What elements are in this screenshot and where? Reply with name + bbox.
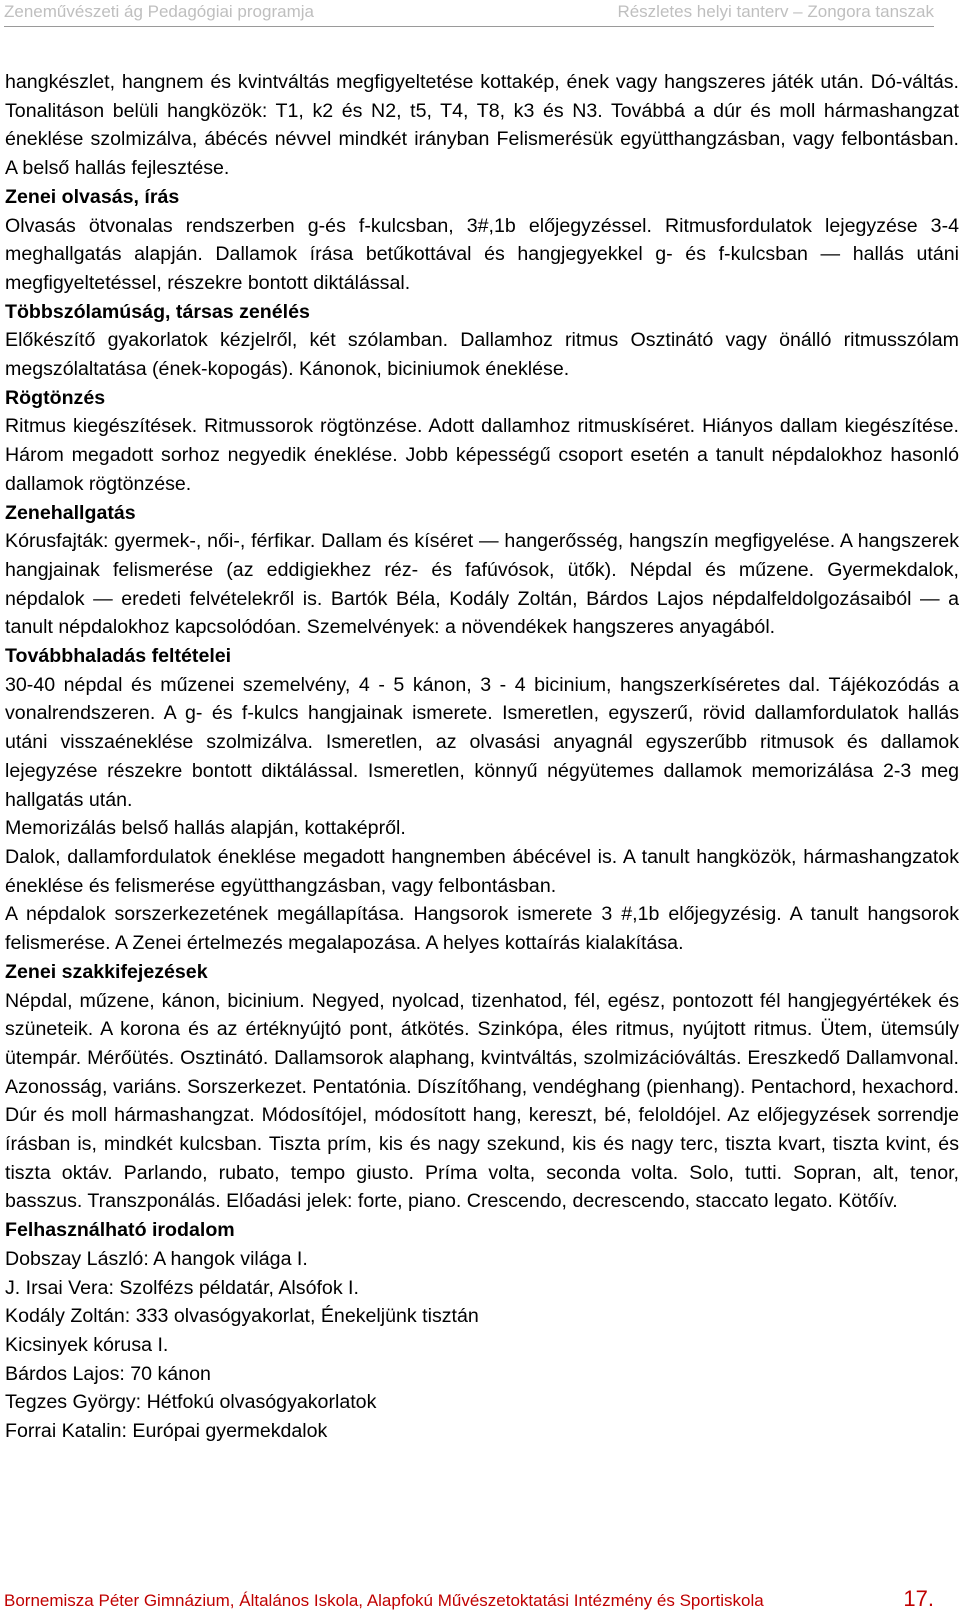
literature-item: Kodály Zoltán: 333 olvasógyakorlat, Énekeljünk tisztán [5, 1305, 479, 1328]
section-heading-terminology: Zenei szakkifejezések [5, 960, 208, 983]
section-text-polyphony: Előkészítő gyakorlatok kézjelről, két szólamban. Dallamhoz ritmus Osztinátó vagy önálló ritmusszólam megszólaltatása (ének-kopogás). Kánonok, biciniumok éneklése. [5, 329, 959, 381]
section-text-listening: Kórusfajták: gyermek-, női-, férfikar. Dallam és kíséret — hangerősség, hangszín megfigyelése. A hangszerek hangjainak felismerése (az eddigiekhez réz- és fafúvósok, ütők). Népdal és műzene. Gyermekdalok, népdalok — eredeti felvételekről is. Bartók Béla, Kodály Zoltán, Bárdos Lajos népdalfeldolgozásaiból — a tanult népdalokhoz kapcsolódóan. Szemelvények: a növendékek hangszeres anyagából. [5, 530, 959, 639]
progression-paragraph: Dalok, dallamfordulatok éneklése megadott hangnemben ábécével is. A tanult hangközök, hármashangzatok éneklése és felismerése együtthangzásban, vagy felbontásban. [5, 845, 959, 897]
progression-paragraph: 30-40 népdal és műzenei szemelvény, 4 - 5 kánon, 3 - 4 bicinium, hangszerkíséretes dal. Tájékozódás a vonalrendszeren. A g- és f-kulcs hangjainak ismerete. Ismeretlen, egyszerű, rövid dallamfordulatok hallás utáni visszaéneklése szolmizálva. Ismeretlen, az olvasási anyagnál egyszerűbb ritmusok és dallamok lejegyzése részekre bontott diktálással. Ismeretlen, könnyű négyütemes dallamok memorizálása 2-3 meg hallgatás után. [5, 673, 959, 811]
intro-paragraph: hangkészlet, hangnem és kvintváltás megfigyeltetése kottakép, ének vagy hangszeres játék után. Dó-váltás. Tonalitáson belüli hangközök: T1, k2 és N2, t5, T4, T8, k3 és N3. Továbbá a dúr és moll hármashangzat éneklése szolmizálva, ábécés névvel mindkét irányban Felismerésük együtthangzásban, vagy felbontásban. A belső hallás fejlesztése. [5, 71, 959, 180]
section-heading-improvisation: Rögtönzés [5, 386, 106, 409]
literature-item: Forrai Katalin: Európai gyermekdalok [5, 1420, 328, 1443]
header-section-title: Részletes helyi tanterv – Zongora tanszak [617, 2, 934, 21]
document-body [5, 68, 959, 1446]
section-heading-listening: Zenehallgatás [5, 501, 136, 524]
page-number: 17. [903, 1586, 934, 1611]
literature-item: Dobszay László: A hangok világa I. [5, 1247, 308, 1270]
header-document-title: Zeneművészeti ág Pedagógiai programja [4, 2, 314, 21]
literature-item: J. Irsai Vera: Szolfézs példatár, Alsófok I. [5, 1276, 359, 1299]
progression-paragraph: Memorizálás belső hallás alapján, kottaképről. [5, 817, 406, 840]
section-text-reading-writing: Olvasás ötvonalas rendszerben g-és f-kulcsban, 3#,1b előjegyzéssel. Ritmusfordulatok lejegyzése 3-4 meghallgatás alapján. Dallamok írása betűkottával és hangjegyekkel g- és f-kulcsban — hallás utáni megfigyeltetéssel, részekre bontott diktálással. [5, 214, 959, 294]
page-header [0, 0, 960, 36]
section-heading-polyphony: Többszólamúság, társas zenélés [5, 300, 310, 323]
literature-item: Bárdos Lajos: 70 kánon [5, 1362, 211, 1385]
section-heading-literature: Felhasználható irodalom [5, 1219, 235, 1242]
literature-item: Kicsinyek kórusa I. [5, 1333, 169, 1356]
header-divider [4, 26, 934, 27]
section-text-improvisation: Ritmus kiegészítések. Ritmussorok rögtönzése. Adott dallamhoz ritmuskíséret. Hiányos dallam kiegészítése. Három megadott sorhoz negyedik éneklése. Jobb képességű csoport esetén a tanult népdalokhoz hasonló dallamok rögtönzése. [5, 415, 959, 495]
literature-item: Tegzes György: Hétfokú olvasógyakorlatok [5, 1391, 377, 1414]
progression-paragraph: A népdalok sorszerkezetének megállapítása. Hangsorok ismerete 3 #,1b előjegyzésig. A tanult hangsorok felismerése. A Zenei értelmezés megalapozása. A helyes kottaírás kialakítása. [5, 903, 959, 955]
section-text-terminology: Népdal, műzene, kánon, bicinium. Negyed, nyolcad, tizenhatod, fél, egész, pontozott fél hangjegyértékek és szüneteik. A korona és az értéknyújtó pont, átkötés. Szinkópa, éles ritmus, nyújtott ritmus. Ütem, ütemsúly ütempár. Mérőütés. Osztinátó. Dallamsorok alaphang, kvintváltás, szolmizációváltás. Ereszkedő Dallamvonal. Azonosság, variáns. Sorszerkezet. Pentatónia. Díszítőhang, vendéghang (pienhang). Pentachord, hexachord. Dúr és moll hármashangzat. Módosítójel, módosított hang, kereszt, bé, feloldójel. Az előjegyzések sorrendje írásban is, mindkét kulcsban. Tiszta prím, kis és nagy szekund, kis és nagy terc, tiszta kvart, tiszta kvint, és tiszta oktáv. Parlando, rubato, tempo giusto. Príma volta, seconda volta. Solo, tutti. Sopran, alt, tenor, basszus. Transzponálás. Előadási jelek: forte, piano. Crescendo, decrescendo, staccato legato. Kötőív. [5, 989, 959, 1213]
section-heading-reading-writing: Zenei olvasás, írás [5, 185, 180, 208]
section-heading-progression: Továbbhaladás feltételei [5, 645, 232, 668]
page-footer [4, 1586, 934, 1616]
footer-institution: Bornemisza Péter Gimnázium, Általános Iskola, Alapfokú Művészetoktatási Intézmény és Sportiskola [4, 1591, 764, 1610]
